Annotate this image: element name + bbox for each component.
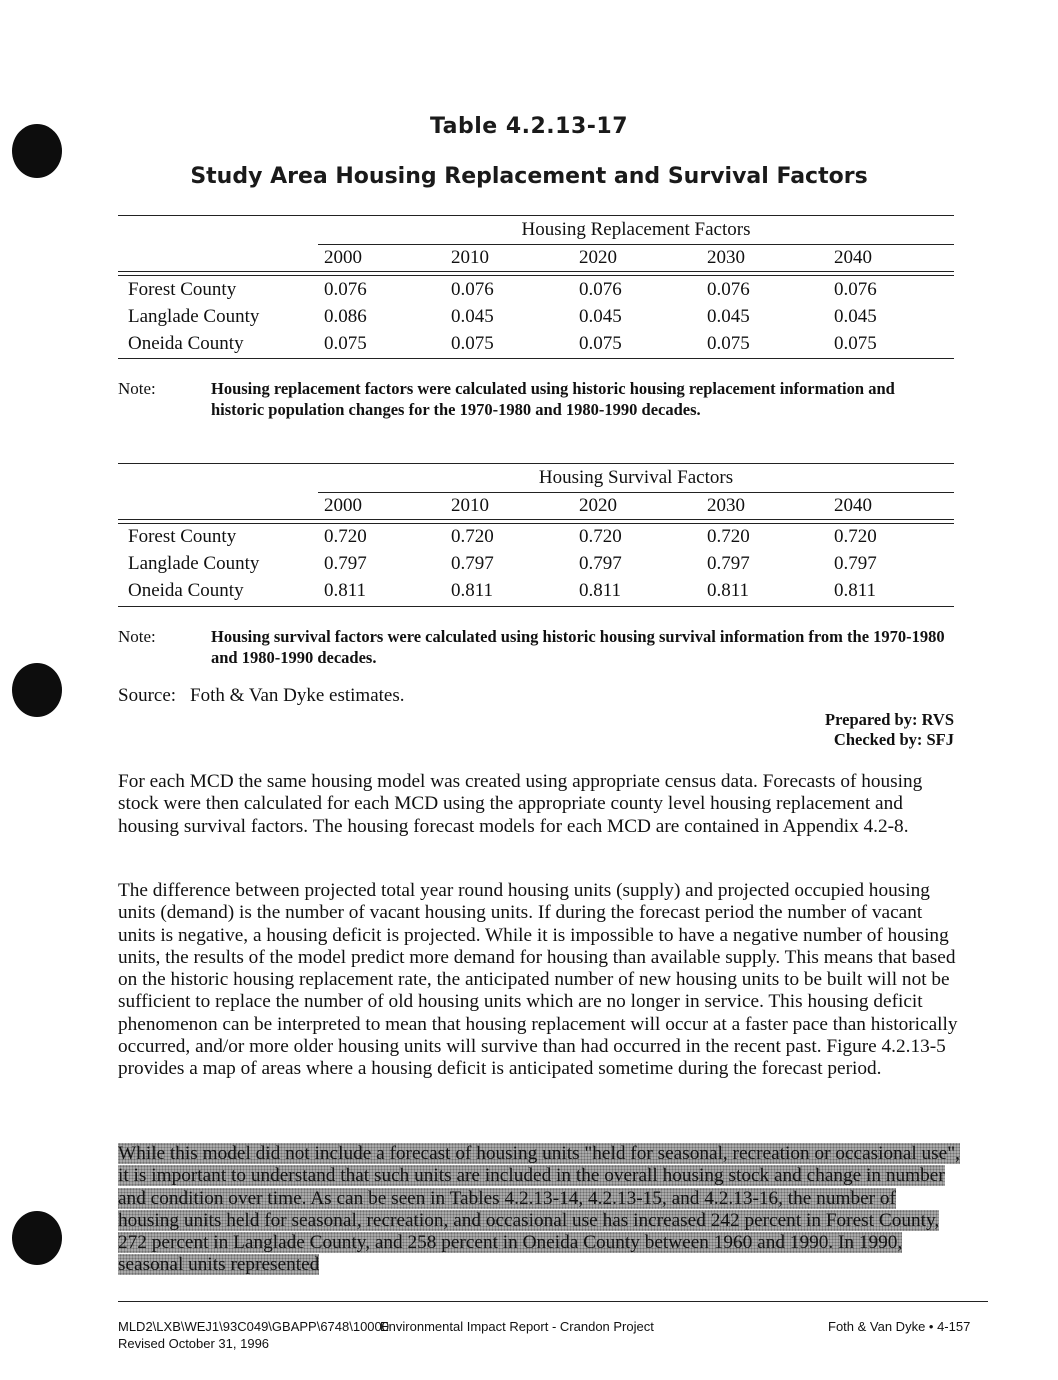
table-cell: 0.045 (834, 306, 877, 327)
table-cell: 0.797 (834, 553, 877, 574)
footer-report-title: Environmental Impact Report - Crandon Project (380, 1319, 654, 1334)
row-label: Langlade County (128, 306, 260, 327)
year-header: 2000 (324, 495, 362, 516)
year-header: 2020 (579, 495, 617, 516)
note-text: Housing replacement factors were calculated using historic housing replacement information and historic population changes for the 1970-1980 and 1980-1990 decades. (211, 379, 895, 419)
year-header: 2030 (707, 247, 745, 268)
table-cell: 0.076 (834, 279, 877, 300)
table-cell: 0.811 (451, 580, 494, 601)
year-header: 2020 (579, 247, 617, 268)
year-header: 2040 (834, 495, 872, 516)
table-cell: 0.811 (834, 580, 877, 601)
highlighted-paragraph (118, 1143, 960, 1277)
footer-revised-date: Revised October 31, 1996 (118, 1336, 270, 1351)
table-cell: 0.075 (834, 333, 877, 354)
table-cell: 0.811 (579, 580, 622, 601)
table-cell: 0.075 (579, 333, 622, 354)
note-label: Note: (118, 627, 156, 646)
table-cell: 0.811 (324, 580, 367, 601)
binder-hole-bottom (12, 1211, 62, 1265)
year-header: 2040 (834, 247, 872, 268)
binder-hole-middle (12, 663, 62, 717)
row-label: Oneida County (128, 333, 244, 354)
year-header: 2010 (451, 247, 489, 268)
table-top-rule (118, 215, 954, 216)
survival-factors-table (118, 463, 954, 608)
row-label: Forest County (128, 526, 237, 547)
table-cell: 0.720 (834, 526, 877, 547)
row-label: Langlade County (128, 553, 260, 574)
group-header: Housing Survival Factors (538, 467, 734, 488)
note-label: Note: (118, 379, 156, 398)
row-label: Forest County (128, 279, 237, 300)
body-paragraph: For each MCD the same housing model was created using appropriate census data. Forecasts of housing stock were then calculated for each MCD using the appropriate county level housing replacement and housing survival factors. The housing forecast models for each MCD are contained in Appendix 4.2-8. (118, 771, 923, 837)
table-cell: 0.075 (324, 333, 367, 354)
year-header: 2030 (707, 495, 745, 516)
row-label: Oneida County (128, 580, 244, 601)
group-rule (318, 492, 954, 493)
replacement-factors-table (118, 215, 954, 360)
year-header: 2000 (324, 247, 362, 268)
table-cell: 0.076 (324, 279, 367, 300)
table-bottom-rule (118, 606, 954, 607)
table-bottom-rule (118, 358, 954, 359)
checked-by: Checked by: SFJ (833, 730, 954, 749)
table-cell: 0.045 (579, 306, 622, 327)
table-cell: 0.075 (707, 333, 750, 354)
table-cell: 0.076 (579, 279, 622, 300)
table-cell: 0.076 (451, 279, 494, 300)
header-double-rule (118, 519, 954, 524)
table-cell: 0.720 (324, 526, 367, 547)
table-cell: 0.045 (451, 306, 494, 327)
body-paragraph: The difference between projected total year round housing units (supply) and projected occupied housing units (demand) is the number of vacant housing units. If during the forecast period the number of vacant units is negative, a housing deficit is projected. While it is impossible to have a negative number of housing units, the results of the model predict more demand for housing than available supply. This means that based on the historic housing replacement rate, the anticipated number of new housing units to be built will not be sufficient to replace the number of old housing units which are no longer in service. This housing deficit phenomenon can be interpreted to mean that housing replacement will occur at a faster pace than historically occurred, and/or more older housing units will survive than had occurred in the recent past. Figure 4.2.13-5 provides a map of areas where a housing deficit is anticipated sometime during the forecast period. (118, 880, 958, 1080)
footer-path: MLD2\LXB\WEJ1\93C049\GBAPP\6748\10000 (118, 1319, 389, 1334)
header-double-rule (118, 271, 954, 276)
table-cell: 0.797 (324, 553, 367, 574)
table-cell: 0.075 (451, 333, 494, 354)
table-title: Study Area Housing Replacement and Survival Factors (190, 164, 868, 189)
table-cell: 0.811 (707, 580, 750, 601)
table-cell: 0.720 (707, 526, 750, 547)
source-line (118, 685, 404, 707)
table-cell: 0.720 (579, 526, 622, 547)
prepared-by: Prepared by: RVS (825, 710, 954, 729)
footer-rule (118, 1301, 988, 1302)
group-header: Housing Replacement Factors (521, 219, 751, 240)
source-text: Foth & Van Dyke estimates. (190, 685, 405, 706)
table-cell: 0.076 (707, 279, 750, 300)
source-label: Source: (118, 685, 177, 706)
table-cell: 0.045 (707, 306, 750, 327)
year-header: 2010 (451, 495, 489, 516)
table-cell: 0.720 (451, 526, 494, 547)
note-text: Housing survival factors were calculated using historic housing survival information from the 1970-1980 and 1980-1990 decades. (211, 627, 945, 667)
table-number: Table 4.2.13-17 (429, 114, 629, 139)
table-cell: 0.797 (451, 553, 494, 574)
footer-page-number: Foth & Van Dyke • 4-157 (828, 1319, 971, 1334)
table-cell: 0.797 (579, 553, 622, 574)
highlighted-text: While this model did not include a forecast of housing units "held for seasonal, recreation or occasional use", it is important to understand that such units are included in the overall housing stock and change in number and condition over time. As can be seen in Tables 4.2.13-14, 4.2.13-15, and 4.2.13-16, the number of housing units held for seasonal, recreation, and occasional use has increased 242 percent in Forest County, 272 percent in Langlade County, and 258 percent in Oneida County between 1960 and 1990. In 1990, seasonal units represented (118, 1143, 960, 1276)
table-top-rule (118, 463, 954, 464)
group-rule (318, 244, 954, 245)
table-cell: 0.086 (324, 306, 367, 327)
table-cell: 0.797 (707, 553, 750, 574)
